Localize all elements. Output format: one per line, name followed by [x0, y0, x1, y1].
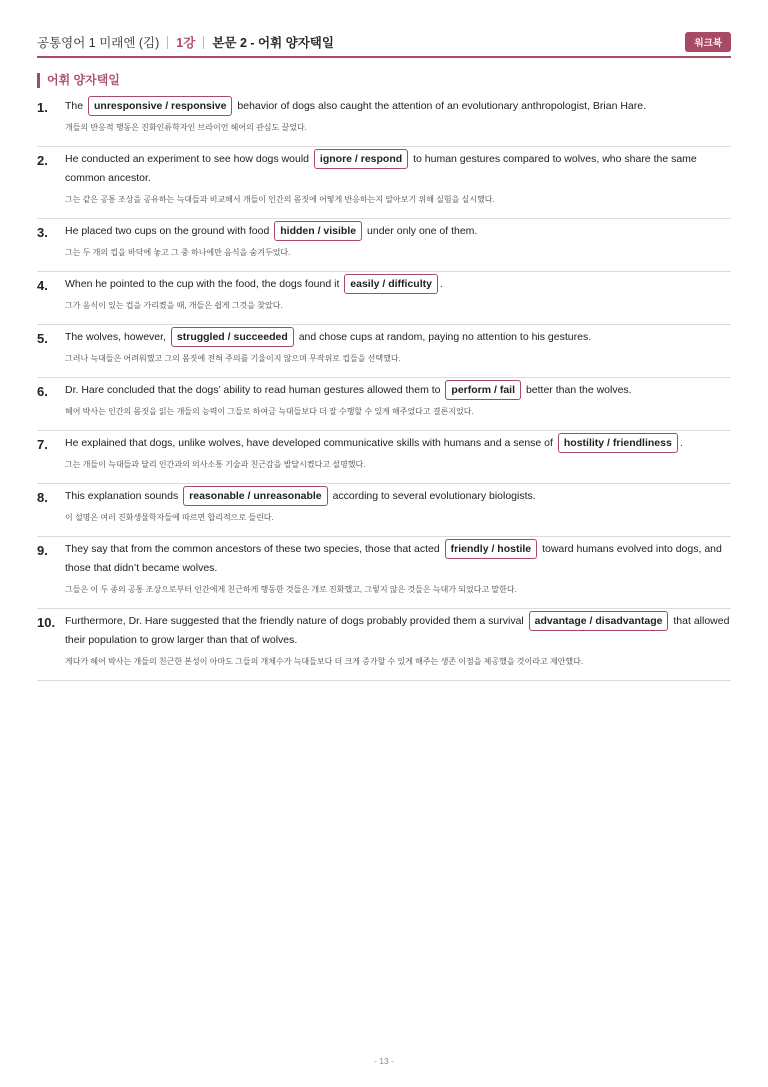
question-number: 8.: [37, 490, 48, 505]
sentence-after: .: [679, 437, 683, 449]
sentence-before: The wolves, however,: [65, 331, 166, 343]
question-item: [37, 219, 731, 272]
english-sentence: [65, 221, 731, 241]
korean-translation: 그는 두 개의 컵을 바닥에 놓고 그 중 하나에만 음식을 숨겨두었다.: [65, 248, 291, 257]
english-sentence: [65, 433, 731, 453]
choice-box[interactable]: ignore / respond: [314, 149, 408, 169]
topic-title: 본문 2 - 어휘 양자택일: [212, 36, 334, 50]
page-header: [37, 28, 731, 58]
question-number: 4.: [37, 278, 48, 293]
sentence-before: They say that from the common ancestors of these two species, those that acted: [65, 543, 440, 555]
choice-box[interactable]: unresponsive / responsive: [88, 96, 232, 116]
workbook-badge: 워크북: [685, 32, 731, 52]
english-sentence: [65, 539, 731, 578]
choice-box[interactable]: struggled / succeeded: [171, 327, 294, 347]
page-number: - 13 -: [374, 1056, 394, 1066]
korean-translation: 그들은 이 두 종의 공통 조상으로부터 인간에게 친근하게 행동한 것들은 개로 진화했고, 그렇지 않은 것들은 늑대가 되었다고 말한다.: [65, 585, 517, 594]
question-item: [37, 147, 731, 219]
choice-box[interactable]: perform / fail: [445, 380, 521, 400]
sentence-before: The: [65, 100, 84, 112]
choice-box[interactable]: easily / difficulty: [344, 274, 438, 294]
sentence-before: Furthermore, Dr. Hare suggested that the friendly nature of dogs probably provided them a survival: [65, 615, 524, 627]
sentence-after: .: [439, 278, 443, 290]
korean-translation: 그는 같은 공통 조상을 공유하는 늑대들과 비교해서 개들이 인간의 몸짓에 어떻게 반응하는지 알아보기 위해 실험을 실시했다.: [65, 195, 495, 204]
korean-translation: 그는 개들이 늑대들과 달리 인간과의 의사소통 기술과 친근감을 발달시켰다고 설명했다.: [65, 460, 366, 469]
sentence-after: better than the wolves.: [525, 384, 632, 396]
english-sentence: [65, 96, 731, 116]
question-item: [37, 484, 731, 537]
header-divider: [167, 36, 168, 49]
choice-box[interactable]: advantage / disadvantage: [529, 611, 669, 631]
sentence-after: behavior of dogs also caught the attention of an evolutionary anthropologist, Brian Hare.: [237, 100, 647, 112]
question-number: 3.: [37, 225, 48, 240]
sentence-before: When he pointed to the cup with the food, the dogs found it: [65, 278, 340, 290]
question-number: 10.: [37, 615, 56, 630]
question-number: 1.: [37, 100, 48, 115]
question-number: 6.: [37, 384, 48, 399]
english-sentence: [65, 611, 731, 650]
english-sentence: [65, 486, 731, 506]
korean-translation: 그러나 늑대들은 어려워했고 그의 몸짓에 전혀 주의를 기울이지 않으며 무작위로 컵들을 선택했다.: [65, 354, 401, 363]
choice-box[interactable]: reasonable / unreasonable: [183, 486, 327, 506]
question-item: [37, 378, 731, 431]
section-title: 어휘 양자택일: [37, 73, 120, 88]
question-number: 5.: [37, 331, 48, 346]
question-item: [37, 431, 731, 484]
choice-box[interactable]: hidden / visible: [274, 221, 362, 241]
header-divider: [203, 36, 204, 49]
question-number: 9.: [37, 543, 48, 558]
question-item: [37, 272, 731, 325]
sentence-before: Dr. Hare concluded that the dogs’ ability to read human gestures allowed them to: [65, 384, 441, 396]
sentence-after: to human gestures compared to wolves, who share the same common ancestor.: [65, 153, 697, 184]
lesson-label: 1강: [176, 36, 196, 50]
english-sentence: [65, 149, 731, 188]
sentence-before: This explanation sounds: [65, 490, 179, 502]
english-sentence: [65, 327, 731, 347]
korean-translation: 그가 음식이 있는 컵을 가리켰을 때, 개들은 쉽게 그것을 찾았다.: [65, 301, 283, 310]
book-title: 공통영어 1 미래엔 (김): [37, 36, 160, 50]
sentence-after: that allowed their population to grow larger than that of wolves.: [65, 615, 730, 646]
korean-translation: 개들의 반응적 행동은 진화인류학자인 브라이언 헤어의 관심도 끌었다.: [65, 123, 307, 132]
choice-box[interactable]: friendly / hostile: [445, 539, 538, 559]
question-item: [37, 537, 731, 609]
question-item: [37, 609, 731, 681]
question-item: [37, 94, 731, 147]
korean-translation: 이 설명은 여러 진화생물학자들에 따르면 합리적으로 들린다.: [65, 513, 274, 522]
question-list: [37, 94, 731, 681]
sentence-before: He placed two cups on the ground with food: [65, 225, 270, 237]
question-item: [37, 325, 731, 378]
sentence-after: according to several evolutionary biologists.: [332, 490, 536, 502]
sentence-before: He explained that dogs, unlike wolves, have developed communicative skills with humans and a sense of: [65, 437, 553, 449]
question-number: 7.: [37, 437, 48, 452]
sentence-after: under only one of them.: [367, 225, 478, 237]
english-sentence: [65, 274, 731, 294]
sentence-before: He conducted an experiment to see how dogs would: [65, 153, 309, 165]
question-number: 2.: [37, 153, 48, 168]
korean-translation: 게다가 헤어 박사는 개들의 친근한 본성이 아마도 그들의 개체수가 늑대들보다 더 크게 증가할 수 있게 해주는 생존 이점을 제공했을 것이라고 제안했다.: [65, 657, 584, 666]
english-sentence: [65, 380, 731, 400]
korean-translation: 헤어 박사는 인간의 몸짓을 읽는 개들의 능력이 그들로 하여금 늑대들보다 더 잘 수행할 수 있게 해주었다고 결론지었다.: [65, 407, 474, 416]
sentence-after: and chose cups at random, paying no attention to his gestures.: [298, 331, 592, 343]
choice-box[interactable]: hostility / friendliness: [558, 433, 678, 453]
sentence-after: toward humans evolved into dogs, and those that didn’t became wolves.: [65, 543, 722, 574]
